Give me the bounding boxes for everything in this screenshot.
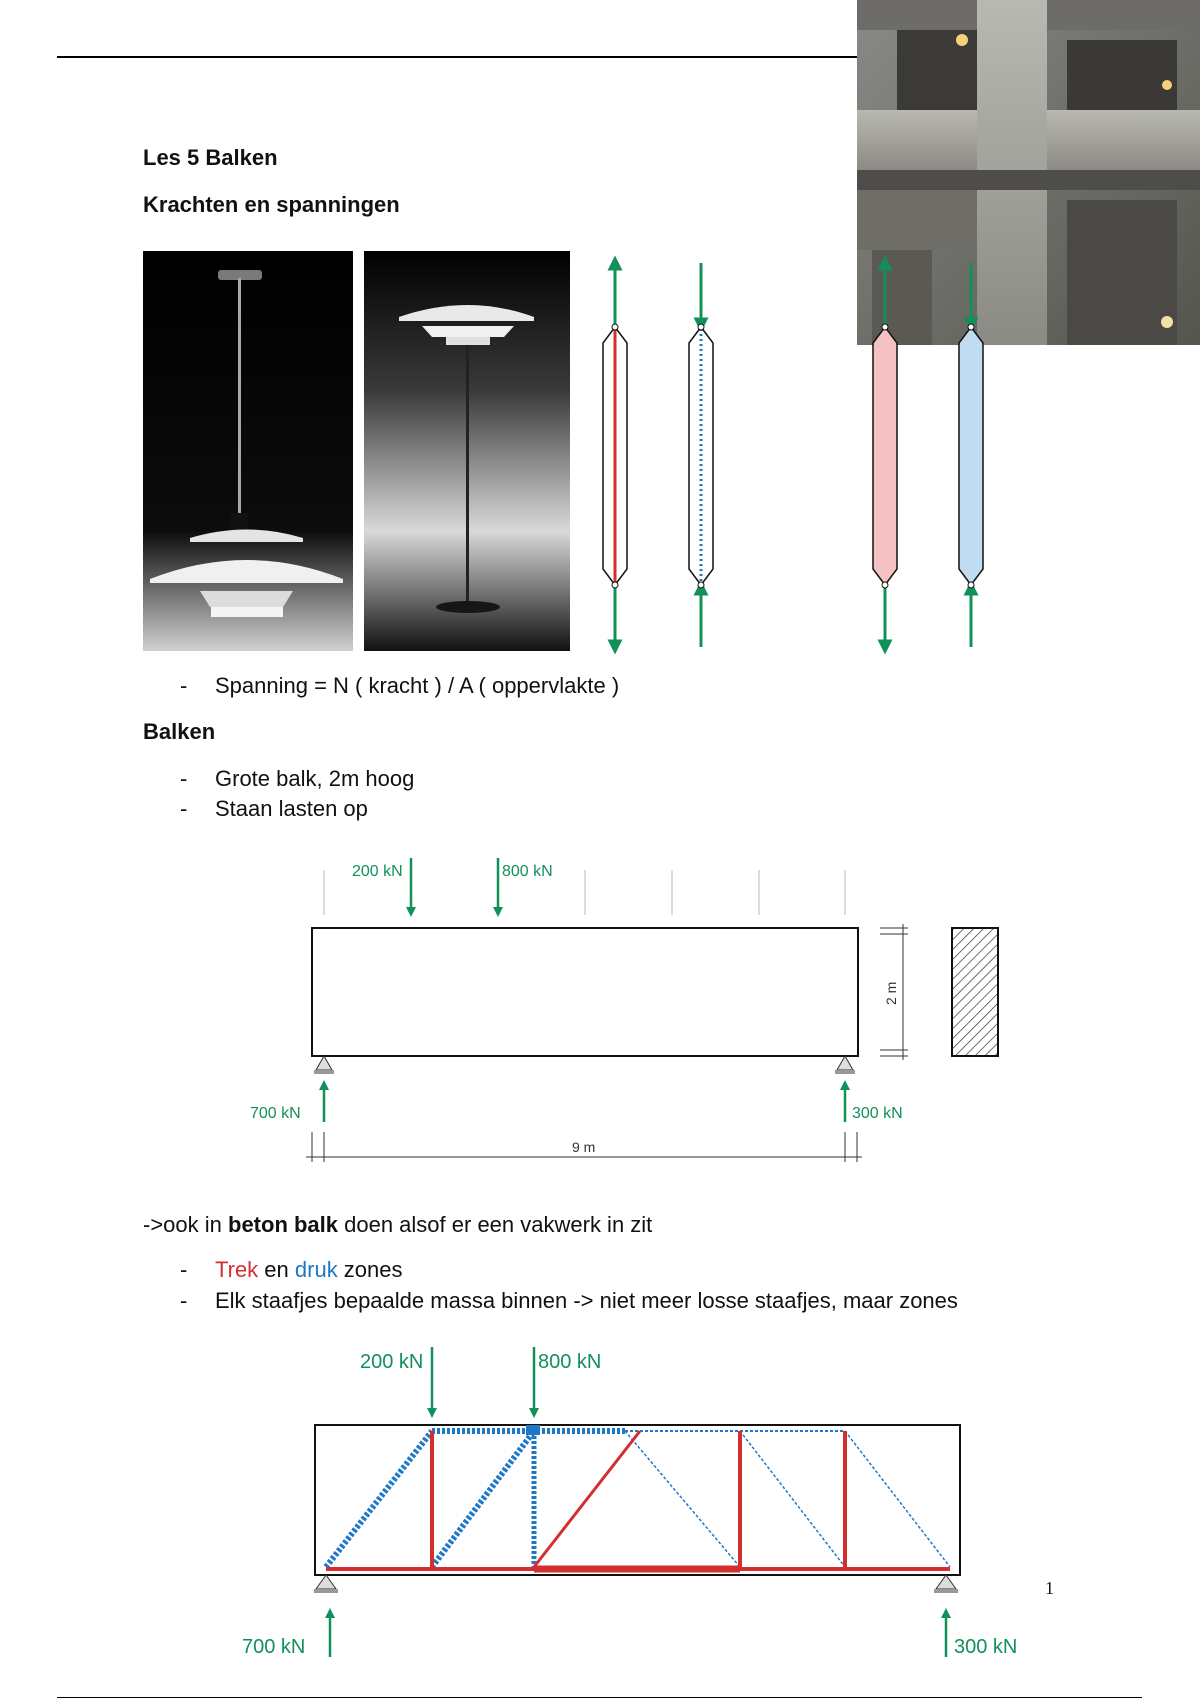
beam-cross-section [952, 928, 998, 1056]
load-label: 200 kN [352, 863, 403, 880]
reaction-label: 700 kN [242, 1636, 306, 1658]
section-heading-balken: Balken [143, 719, 216, 744]
bullet-marker: - [180, 1257, 188, 1282]
bullet-marker: - [180, 796, 188, 821]
beam-load-diagram [240, 840, 1010, 1175]
beam [312, 928, 858, 1056]
page-title: Les 5 Balken [143, 145, 278, 170]
tension-zone-bar [873, 263, 897, 647]
formula-text: Spanning = N ( kracht ) / A ( oppervlakte ) [215, 673, 620, 698]
beton-sentence: ->ook in beton balk doen alsof er een vakwerk in zit [143, 1212, 653, 1237]
bullet-marker: - [180, 766, 188, 791]
header-rule [57, 56, 857, 58]
height-label: 2 m [883, 981, 899, 1005]
truss-beam-diagram [230, 1335, 1030, 1665]
tension-bar [603, 263, 627, 647]
floor-lamp-photo [364, 251, 570, 651]
bullet-marker: - [180, 1288, 188, 1313]
reaction-label: 300 kN [954, 1636, 1018, 1658]
bullet-marker: - [180, 673, 188, 698]
page-number: 1 [1045, 1578, 1054, 1598]
axial-force-diagram [588, 255, 1008, 655]
span-label: 9 m [572, 1139, 596, 1155]
section-heading-krachten: Krachten en spanningen [143, 192, 400, 217]
reaction-label: 300 kN [852, 1105, 903, 1122]
compression-bar [689, 263, 713, 647]
load-label: 800 kN [538, 1351, 602, 1373]
list-item: Staan lasten op [215, 796, 368, 821]
beam [315, 1425, 960, 1575]
tension-word: Trek [215, 1257, 259, 1282]
compression-word: druk [294, 1257, 338, 1282]
load-label: 800 kN [502, 863, 553, 880]
list-item: Grote balk, 2m hoog [215, 766, 415, 791]
footer-rule [57, 1697, 1142, 1698]
compression-zone-bar [959, 263, 983, 647]
pendant-lamp-photo [143, 251, 353, 651]
reaction-label: 700 kN [250, 1105, 301, 1122]
list-item-zones: Trek en druk zones [215, 1257, 403, 1282]
load-label: 200 kN [360, 1351, 424, 1373]
list-item: Elk staafjes bepaalde massa binnen -> niet meer losse staafjes, maar zones [215, 1288, 958, 1313]
